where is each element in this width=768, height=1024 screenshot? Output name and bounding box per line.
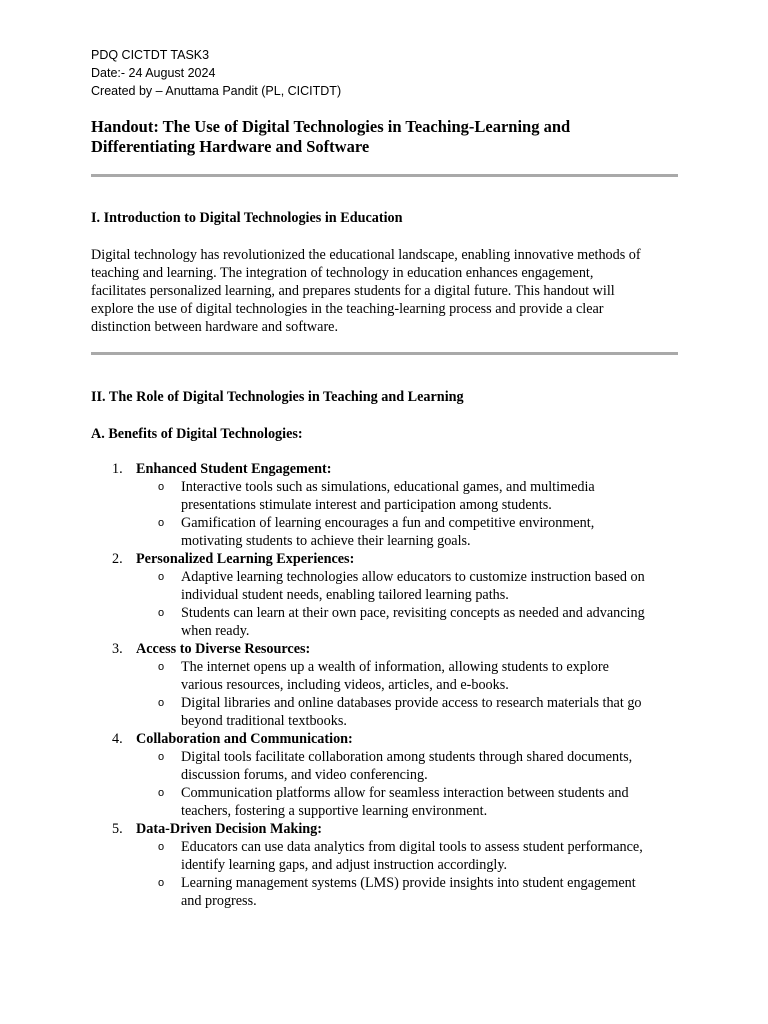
benefit-point: [136, 748, 691, 784]
document-header: [91, 46, 341, 100]
benefit-title: Collaboration and Communication:: [136, 731, 353, 747]
benefit-point: [136, 838, 691, 874]
point-line: Adaptive learning technologies allow educators to customize instruction based on: [181, 569, 645, 585]
circle-bullet-icon: o: [158, 481, 165, 493]
document-title: [91, 117, 651, 157]
circle-bullet-icon: o: [158, 607, 165, 619]
list-number: 3.: [112, 641, 123, 657]
paragraph-line: Digital technology has revolutionized the educational landscape, enabling innovative methods of: [91, 247, 641, 263]
list-number: 2.: [112, 551, 123, 567]
point-line: Digital tools facilitate collaboration among students through shared documents,: [181, 749, 633, 765]
benefit-item: [91, 820, 691, 910]
benefit-item: [91, 550, 691, 640]
introduction-paragraph: [91, 246, 681, 336]
paragraph-line: facilitates personalized learning, and prepares students for a digital future. This handout will: [91, 283, 615, 299]
point-line: various resources, including videos, articles, and e-books.: [181, 677, 509, 693]
point-line: identify learning gaps, and adjust instruction accordingly.: [181, 857, 508, 873]
benefit-point: [136, 478, 691, 514]
point-line: teachers, fostering a supportive learning environment.: [181, 803, 488, 819]
benefit-point: [136, 514, 691, 550]
circle-bullet-icon: o: [158, 517, 165, 529]
point-line: Educators can use data analytics from digital tools to assess student performance,: [181, 839, 643, 855]
circle-bullet-icon: o: [158, 787, 165, 799]
list-number: 4.: [112, 731, 123, 747]
paragraph-line: explore the use of digital technologies in the teaching-learning process and provide a clear: [91, 301, 604, 317]
section-heading-role: II. The Role of Digital Technologies in Teaching and Learning: [91, 389, 464, 405]
point-line: discussion forums, and video conferencing.: [181, 767, 428, 783]
benefit-points: [136, 478, 691, 550]
circle-bullet-icon: o: [158, 751, 165, 763]
benefit-item: [91, 730, 691, 820]
benefit-points: [136, 748, 691, 820]
benefit-points: [136, 658, 691, 730]
circle-bullet-icon: o: [158, 841, 165, 853]
benefit-point: [136, 694, 691, 730]
benefit-title: Access to Diverse Resources:: [136, 641, 311, 657]
benefit-point: [136, 658, 691, 694]
paragraph-line: teaching and learning. The integration of technology in education enhances engagement,: [91, 265, 594, 281]
circle-bullet-icon: o: [158, 571, 165, 583]
circle-bullet-icon: o: [158, 661, 165, 673]
list-number: 5.: [112, 821, 123, 837]
paragraph-line: distinction between hardware and software.: [91, 319, 339, 335]
benefit-title: Enhanced Student Engagement:: [136, 461, 332, 477]
point-line: Learning management systems (LMS) provide insights into student engagement: [181, 875, 636, 891]
point-line: beyond traditional textbooks.: [181, 713, 347, 729]
benefit-point: [136, 874, 691, 910]
benefit-points: [136, 838, 691, 910]
document-author: Created by – Anuttama Pandit (PL, CICITDT): [91, 84, 342, 98]
point-line: motivating students to achieve their learning goals.: [181, 533, 471, 549]
circle-bullet-icon: o: [158, 697, 165, 709]
benefit-item: [91, 640, 691, 730]
point-line: Students can learn at their own pace, revisiting concepts as needed and advancing: [181, 605, 645, 621]
task-code: PDQ CICTDT TASK3: [91, 48, 210, 62]
subsection-heading-benefits: A. Benefits of Digital Technologies:: [91, 426, 303, 442]
list-number: 1.: [112, 461, 123, 477]
point-line: Communication platforms allow for seamless interaction between students and: [181, 785, 629, 801]
circle-bullet-icon: o: [158, 877, 165, 889]
point-line: Digital libraries and online databases provide access to research materials that go: [181, 695, 642, 711]
document-title-line-1: Handout: The Use of Digital Technologies in Teaching-Learning and: [91, 117, 571, 136]
document-date: Date:- 24 August 2024: [91, 66, 216, 80]
benefit-point: [136, 784, 691, 820]
point-line: when ready.: [181, 623, 250, 639]
benefit-points: [136, 568, 691, 640]
benefit-title: Personalized Learning Experiences:: [136, 551, 355, 567]
benefit-point: [136, 604, 691, 640]
benefit-title: Data-Driven Decision Making:: [136, 821, 322, 837]
point-line: presentations stimulate interest and participation among students.: [181, 497, 552, 513]
point-line: Interactive tools such as simulations, educational games, and multimedia: [181, 479, 595, 495]
horizontal-rule: [91, 174, 678, 177]
benefit-item: [91, 460, 691, 550]
benefits-list: [91, 460, 691, 910]
section-heading-introduction: I. Introduction to Digital Technologies in Education: [91, 210, 403, 226]
point-line: Gamification of learning encourages a fun and competitive environment,: [181, 515, 595, 531]
document-title-line-2: Differentiating Hardware and Software: [91, 137, 370, 156]
horizontal-rule: [91, 352, 678, 355]
benefit-point: [136, 568, 691, 604]
point-line: and progress.: [181, 893, 257, 909]
point-line: individual student needs, enabling tailored learning paths.: [181, 587, 509, 603]
point-line: The internet opens up a wealth of information, allowing students to explore: [181, 659, 609, 675]
